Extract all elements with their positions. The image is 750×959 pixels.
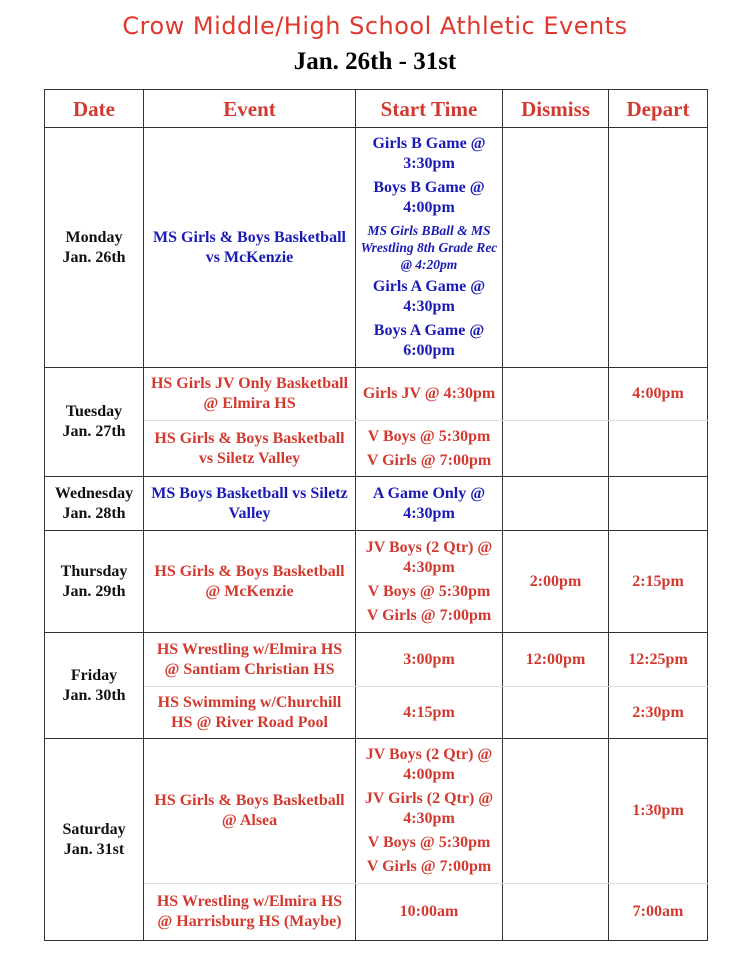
depart-cell (609, 477, 708, 531)
date-cell: Wednesday Jan. 28th (45, 477, 144, 531)
date-range: Jan. 26th - 31st (293, 48, 457, 75)
dismiss-cell: 12:00pm (503, 633, 609, 687)
table-row (45, 128, 708, 368)
header-date: Date (45, 90, 144, 128)
table-row (45, 368, 708, 421)
table-row (45, 633, 708, 687)
table-row (45, 884, 708, 941)
date-cell: Thursday Jan. 29th (45, 531, 144, 633)
event-cell: HS Swimming w/Churchill HS @ River Road Pool (144, 687, 356, 739)
header-start-time: Start Time (356, 90, 503, 128)
start-time-cell: A Game Only @ 4:30pm (356, 477, 503, 531)
start-time-cell: 10:00am (356, 884, 503, 941)
table-row (45, 687, 708, 739)
depart-cell: 1:30pm (609, 739, 708, 884)
depart-cell: 2:15pm (609, 531, 708, 633)
dismiss-cell (503, 687, 609, 739)
table-row (45, 477, 708, 531)
events-table (44, 89, 708, 941)
dismiss-cell: 2:00pm (503, 531, 609, 633)
event-cell: HS Girls & Boys Basketball @ McKenzie (144, 531, 356, 633)
depart-cell: 12:25pm (609, 633, 708, 687)
dismiss-cell (503, 368, 609, 421)
header-row (45, 90, 708, 128)
depart-cell: 4:00pm (609, 368, 708, 421)
event-cell: HS Girls JV Only Basketball @ Elmira HS (144, 368, 356, 421)
event-cell: HS Wrestling w/Elmira HS @ Harrisburg HS (Maybe) (144, 884, 356, 941)
depart-cell (609, 421, 708, 477)
start-time-cell: Girls JV @ 4:30pm (356, 368, 503, 421)
dismiss-cell (503, 739, 609, 884)
date-cell: Friday Jan. 30th (45, 633, 144, 739)
page-title: Crow Middle/High School Athletic Events (122, 12, 628, 40)
event-cell: HS Wrestling w/Elmira HS @ Santiam Christian HS (144, 633, 356, 687)
date-cell: Monday Jan. 26th (45, 128, 144, 368)
start-time-cell: 3:00pm (356, 633, 503, 687)
dismiss-cell (503, 128, 609, 368)
dismiss-cell (503, 421, 609, 477)
date-cell: Tuesday Jan. 27th (45, 368, 144, 477)
start-time-cell: 4:15pm (356, 687, 503, 739)
table-row (45, 531, 708, 633)
depart-cell: 7:00am (609, 884, 708, 941)
start-time-cell: V Boys @ 5:30pm V Girls @ 7:00pm (356, 421, 503, 477)
table-row (45, 421, 708, 477)
table-row (45, 739, 708, 884)
depart-cell (609, 128, 708, 368)
start-time-cell: Girls B Game @ 3:30pm Boys B Game @ 4:00pm MS Girls BBall & MS Wrestling 8th Grade Rec @ 4:20pm Girls A Game @ 4:30pm Boys A Game @ 6:00pm (356, 128, 503, 368)
header-depart: Depart (609, 90, 708, 128)
dismiss-cell (503, 884, 609, 941)
event-cell: MS Girls & Boys Basketball vs McKenzie (144, 128, 356, 368)
header-dismiss: Dismiss (503, 90, 609, 128)
event-cell: HS Girls & Boys Basketball @ Alsea (144, 739, 356, 884)
date-cell: Saturday Jan. 31st (45, 739, 144, 941)
depart-cell: 2:30pm (609, 687, 708, 739)
start-time-cell: JV Boys (2 Qtr) @ 4:00pm JV Girls (2 Qtr) @ 4:30pm V Boys @ 5:30pm V Girls @ 7:00pm (356, 739, 503, 884)
event-cell: MS Boys Basketball vs Siletz Valley (144, 477, 356, 531)
header-event: Event (144, 90, 356, 128)
event-cell: HS Girls & Boys Basketball vs Siletz Valley (144, 421, 356, 477)
start-time-cell: JV Boys (2 Qtr) @ 4:30pm V Boys @ 5:30pm V Girls @ 7:00pm (356, 531, 503, 633)
dismiss-cell (503, 477, 609, 531)
